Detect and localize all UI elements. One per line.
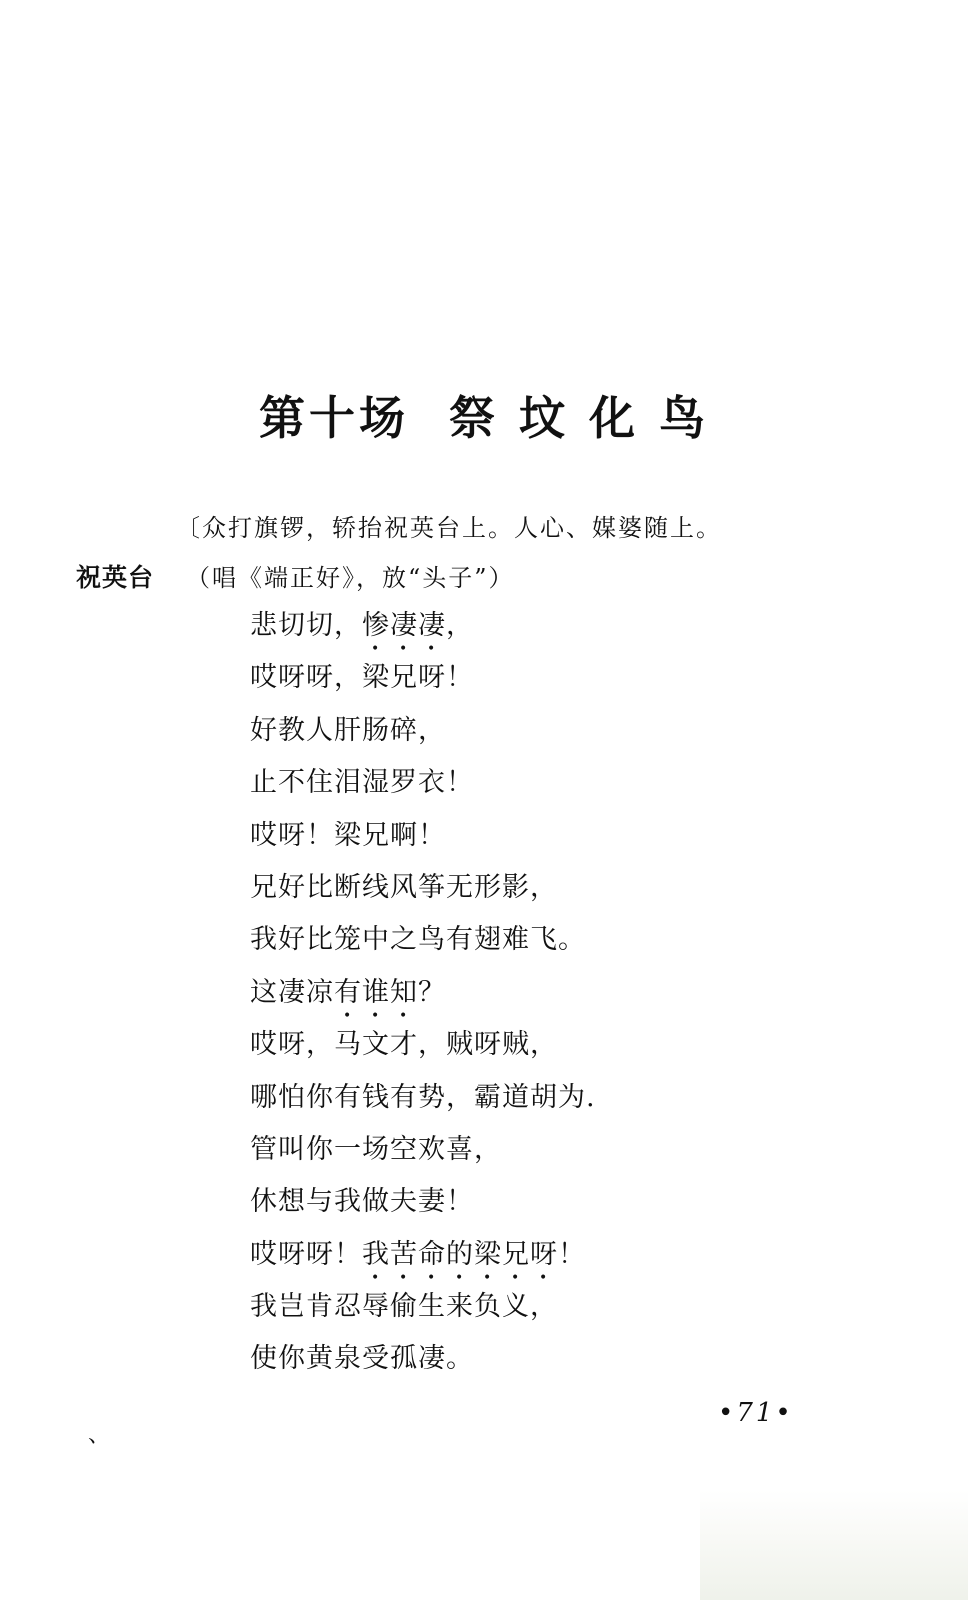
stage-direction: 〔众打旗锣，轿抬祝英台上。人心、媒婆随上。 — [176, 514, 722, 542]
verse-line: 管叫你一场空欢喜， — [250, 1133, 502, 1165]
verse-line: 哪怕你有钱有势，霸道胡为. — [250, 1081, 596, 1113]
verse-line: 哎呀，马文才，贼呀贼， — [250, 1029, 558, 1061]
emphasized-text: 有谁知 — [334, 976, 418, 1008]
emphasized-text: 惨凄凄 — [362, 610, 446, 641]
scene-title: 第十场 祭 坟 化 鸟 — [258, 391, 710, 445]
verse-line — [250, 1229, 596, 1281]
verse-text: ？ — [418, 976, 446, 1008]
singing-instruction: （唱《端正好》，放“头子”） — [185, 564, 515, 592]
verse-line — [250, 600, 596, 652]
verse-line: 我岂肯忍辱偷生来负义， — [250, 1291, 558, 1323]
verse-text: 这凄凉 — [250, 976, 334, 1008]
stray-mark: 、 — [88, 1423, 111, 1448]
page-number: •71• — [718, 1398, 794, 1428]
verse-list — [250, 600, 596, 1386]
verse-line: 休想与我做夫妻！ — [250, 1186, 474, 1218]
speaker-name: 祝英台 — [76, 563, 155, 592]
verse-text: ， — [446, 610, 474, 641]
verse-line: 哎呀！梁兄啊！ — [250, 819, 446, 851]
verse-line: 止不住泪湿罗衣！ — [250, 767, 474, 799]
verse-line: 好教人肝肠碎， — [250, 714, 446, 746]
verse-text: 哎呀呀！ — [250, 1238, 362, 1270]
verse-line: 兄好比断线风筝无形影， — [250, 871, 558, 903]
verse-text: ！ — [558, 1238, 586, 1270]
verse-text: 悲切切， — [250, 610, 362, 641]
emphasized-text: 我苦命的梁兄呀 — [362, 1238, 558, 1270]
speaker-line — [76, 558, 515, 594]
scan-shadow — [700, 1490, 968, 1600]
verse-line — [250, 967, 596, 1019]
verse-line: 使你黄泉受孤凄。 — [250, 1343, 474, 1375]
verse-line: 哎呀呀，梁兄呀！ — [250, 662, 474, 694]
verse-line: 我好比笼中之鸟有翅难飞。 — [250, 924, 586, 956]
